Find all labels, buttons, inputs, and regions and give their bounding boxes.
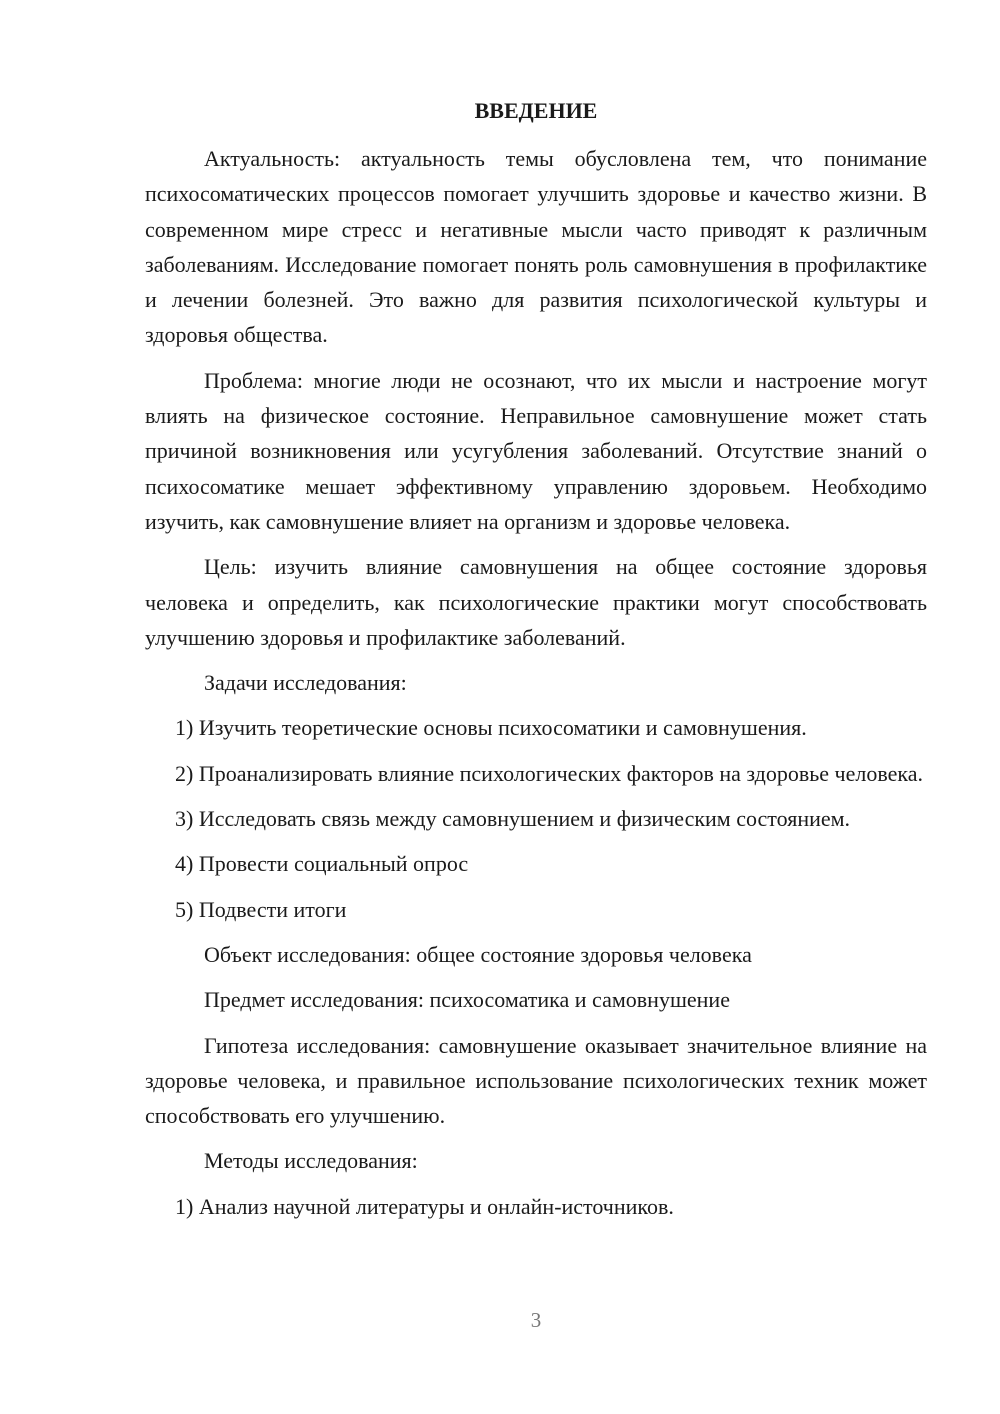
relevance-paragraph: Актуальность: актуальность темы обусловлена тем, что понимание психосоматических процессов помогает улучшить здоровье и качество жизни. В современном мире стресс и негативные мысли часто приводят к различным заболеваниям. Исследование помогает понять роль самовнушения в профилактике и лечении болезней. Это важно для развития психологической культуры и здоровья общества.: [145, 146, 927, 348]
page-title: ВВЕДЕНИЕ: [474, 98, 598, 123]
methods-heading: Методы исследования:: [204, 1148, 418, 1174]
task-item: 3) Исследовать связь между самовнушением и физическим состоянием.: [175, 806, 851, 832]
goal-paragraph: Цель: изучить влияние самовнушения на общее состояние здоровья человека и определить, как психологические практики могут способствовать улучшению здоровья и профилактике заболеваний.: [145, 554, 927, 650]
tasks-heading: Задачи исследования:: [204, 670, 407, 696]
problem-paragraph: Проблема: многие люди не осознают, что их мысли и настроение могут влиять на физическое состояние. Неправильное самовнушение может стать причиной возникновения или усугубления заболеваний. Отсутствие знаний о психосоматике мешает эффективному управлению здоровьем. Необходимо изучить, как самовнушение влияет на организм и здоровье человека.: [145, 367, 927, 534]
object-line: Объект исследования: общее состояние здоровья человека: [204, 941, 752, 967]
task-item: 2) Проанализировать влияние психологических факторов на здоровье человека.: [175, 760, 923, 786]
task-item: 5) Подвести итоги: [175, 896, 347, 922]
subject-line: Предмет исследования: психосоматика и самовнушение: [204, 987, 730, 1013]
task-item: 1) Изучить теоретические основы психосоматики и самовнушения.: [175, 715, 807, 741]
method-item: 1) Анализ научной литературы и онлайн-источников.: [175, 1193, 674, 1219]
page-number: 3: [530, 1308, 542, 1332]
task-item: 4) Провести социальный опрос: [175, 851, 469, 877]
document-body: [145, 141, 927, 1234]
hypothesis-paragraph: Гипотеза исследования: самовнушение оказывает значительное влияние на здоровье человека, и правильное использование психологических техник может способствовать его улучшению.: [145, 1032, 927, 1129]
